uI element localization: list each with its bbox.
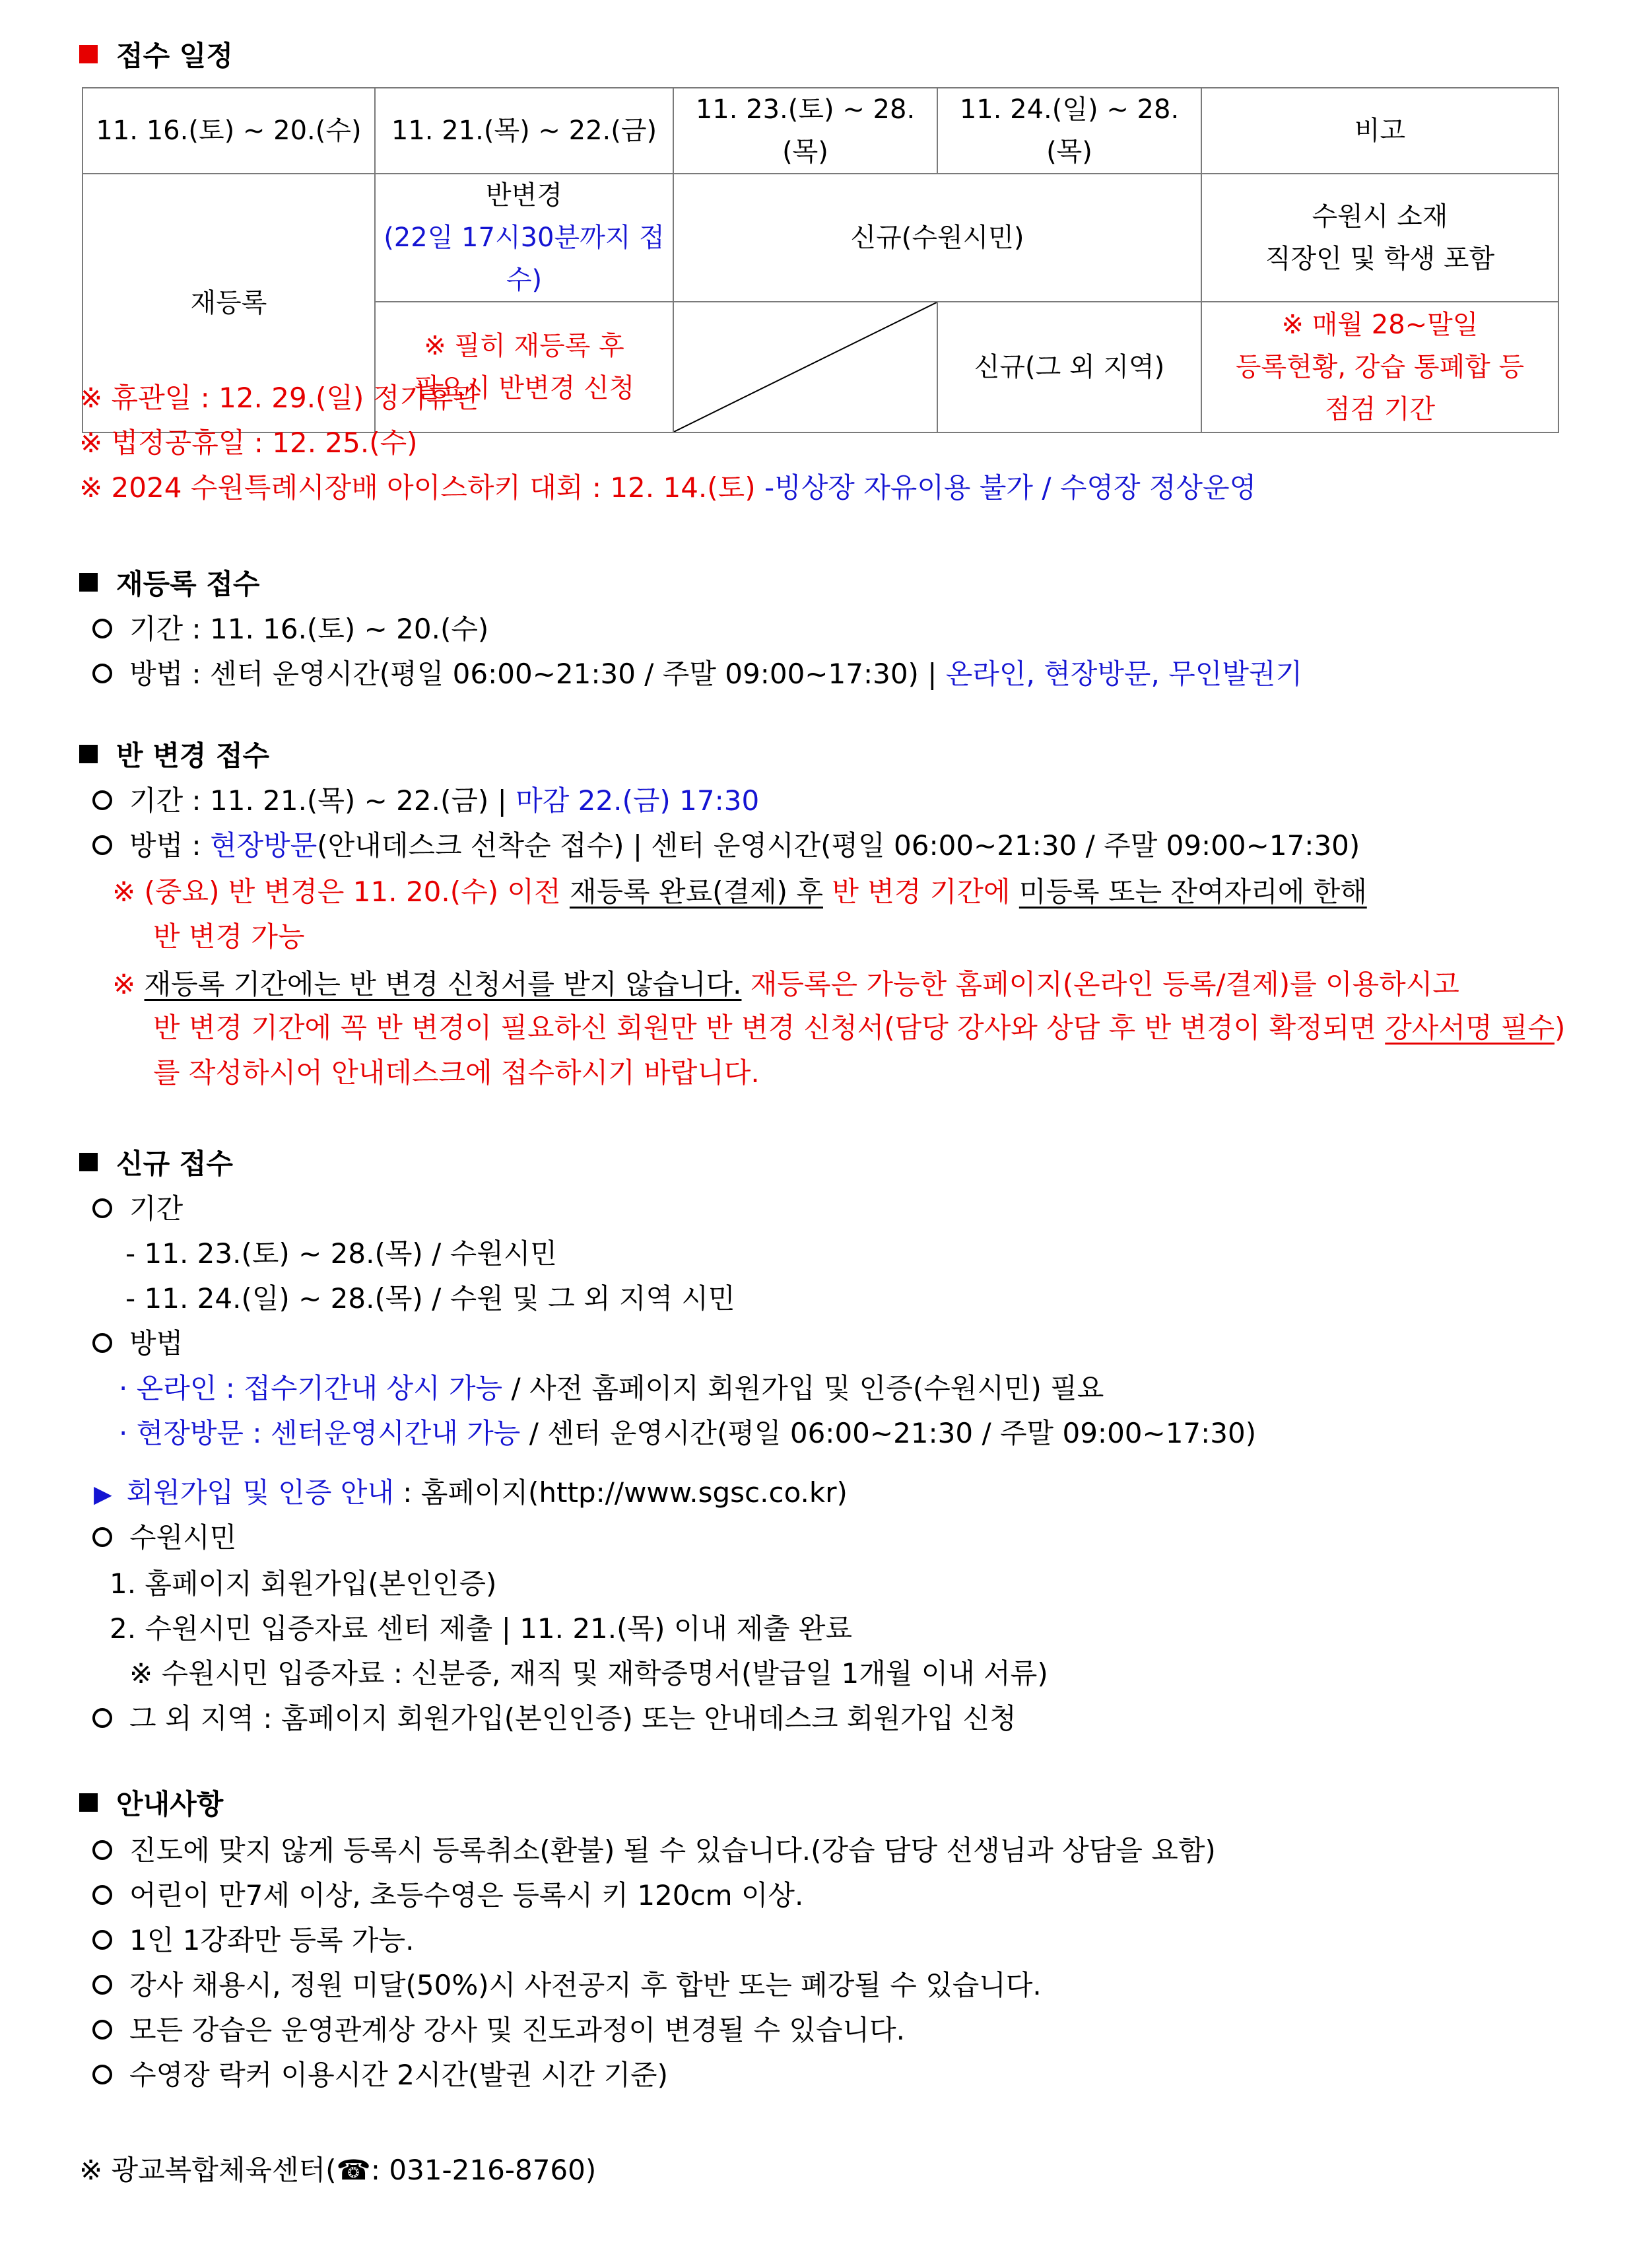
new-suwon-cell: 신규(수원시민) <box>673 174 1201 302</box>
change-deadline: 마감 22.(금) 17:30 <box>516 784 760 817</box>
newreg-period-1: - 11. 23.(토) ~ 28.(목) / 수원시민 <box>125 1237 557 1270</box>
remark-line-1: 수원시 소재 <box>1312 201 1448 232</box>
info-item-text: 모든 강습은 운영관계상 강사 및 진도과정이 변경될 수 있습니다. <box>129 2014 906 2046</box>
newreg-step-note-a: ※ 수원시민 입증자료 : <box>129 1657 412 1690</box>
change-note-1-cont: 반 변경 가능 <box>153 920 305 953</box>
circle-bullet-icon <box>92 619 112 638</box>
newreg-suwon-label <box>92 1516 236 1556</box>
newreg-heading <box>79 1142 233 1182</box>
newreg-join-blue: 회원가입 및 인증 안내 <box>126 1476 394 1509</box>
change-heading <box>79 734 269 774</box>
notice-holiday: ※ 법정공휴일 : 12. 25.(수) <box>79 427 418 459</box>
newreg-online-rest: / 사전 홈페이지 회원가입 및 인증(수원시민) 필요 <box>502 1372 1104 1404</box>
circle-bullet-icon <box>92 1840 112 1860</box>
newreg-step-1: 1. 홈페이지 회원가입(본인인증) <box>110 1567 497 1600</box>
remark-red-cell <box>1201 302 1558 432</box>
rereg-method <box>92 652 1302 692</box>
newreg-online-blue: · 온라인 : 접수기간내 상시 가능 <box>119 1372 503 1404</box>
notice-event-red: ※ 2024 수원특례시장배 아이스하키 대회 : 12. 14.(토) <box>79 471 764 504</box>
notice-event <box>79 466 1256 506</box>
change-note-1-underline-1: 재등록 완료(결제) 후 <box>569 876 823 908</box>
info-title: 안내사항 <box>116 1788 224 1820</box>
circle-bullet-icon <box>92 1333 112 1353</box>
change-note-1-b: 반 변경 기간에 <box>823 876 1019 908</box>
newreg-join-info <box>94 1471 848 1511</box>
newreg-visit-blue: · 현장방문 : 센터운영시간내 가능 <box>119 1417 521 1449</box>
circle-bullet-icon <box>92 1930 112 1950</box>
circle-bullet-icon <box>92 2065 112 2084</box>
black-square-icon <box>79 1153 98 1171</box>
change-title: 반 변경 접수 <box>116 739 270 772</box>
reregister-cell: 재등록 <box>83 174 375 432</box>
rereg-title: 재등록 접수 <box>116 568 260 600</box>
change-period-text: 기간 : 11. 21.(목) ~ 22.(금) | <box>129 784 516 817</box>
change-method-rest: (안내데스크 선착순 접수) | 센터 운영시간(평일 06:00~21:30 / 주말 09:00~17:30) <box>317 829 1360 862</box>
newreg-step-note-b: 신분증, 재직 및 재학증명서(발급일 1개월 이내 서류) <box>411 1657 1048 1690</box>
remark-red-1: ※ 매월 28~말일 <box>1281 310 1479 340</box>
newreg-visit-rest: / 센터 운영시간(평일 06:00~21:30 / 주말 09:00~17:30) <box>520 1417 1257 1449</box>
schedule-title: 접수 일정 <box>116 40 233 72</box>
schedule-heading <box>79 34 233 74</box>
circle-bullet-icon <box>92 1885 112 1905</box>
change-method-prefix: 방법 : <box>129 829 210 862</box>
circle-bullet-icon <box>92 1198 112 1218</box>
remark-red-3: 점검 기간 <box>1324 394 1436 425</box>
change-note-2-line2-underline: 강사서명 필수 <box>1385 1012 1555 1044</box>
circle-bullet-icon <box>92 2020 112 2040</box>
remark-red-2: 등록현황, 강습 통폐합 등 <box>1235 352 1525 382</box>
schedule-header-row <box>83 88 1558 174</box>
change-note-2-line3: 를 작성하시어 안내데스크에 접수하시기 바랍니다. <box>153 1056 760 1089</box>
newreg-period-label-text: 기간 <box>129 1192 184 1225</box>
remark-cell <box>1201 174 1558 302</box>
class-change-note-1: ※ 필히 재등록 후 <box>424 331 624 361</box>
schedule-header-4: 11. 24.(일) ~ 28.(목) <box>937 88 1201 174</box>
info-item-text: 1인 1강좌만 등록 가능. <box>129 1924 415 1956</box>
info-item <box>92 1829 1216 1869</box>
newreg-join-rest: : 홈페이지(http://www.sgsc.co.kr) <box>393 1476 848 1509</box>
change-method <box>92 824 1360 864</box>
notice-event-blue: -빙상장 자유이용 불가 / 수영장 정상운영 <box>764 471 1257 504</box>
info-item <box>92 1919 414 1958</box>
change-note-2-line2-b: ) <box>1554 1012 1566 1044</box>
circle-bullet-icon <box>92 1708 112 1728</box>
rereg-heading <box>79 563 259 602</box>
info-item-text: 강사 채용시, 정원 미달(50%)시 사전공지 후 합반 또는 폐강될 수 있습니다. <box>129 1969 1042 2001</box>
circle-bullet-icon <box>92 1527 112 1547</box>
change-note-2-underline: 재등록 기간에는 반 변경 신청서를 받지 않습니다. <box>144 968 742 1000</box>
change-note-2-line2-a: 반 변경 기간에 꼭 반 변경이 필요하신 회원만 반 변경 신청서(담당 강사와 상담 후 반 변경이 확정되면 <box>153 1012 1386 1044</box>
schedule-header-1: 11. 16.(토) ~ 20.(수) <box>83 88 375 174</box>
footer-prefix: ※ 광교복합체육센터( <box>79 2154 337 2186</box>
circle-bullet-icon <box>92 1975 112 1995</box>
newreg-method-label <box>92 1322 183 1361</box>
newreg-step-2: 2. 수원시민 입증자료 센터 제출 | 11. 21.(목) 이내 제출 완료 <box>110 1612 852 1645</box>
schedule-header-2: 11. 21.(목) ~ 22.(금) <box>375 88 673 174</box>
change-note-2-mark: ※ <box>112 968 145 1000</box>
change-note-1-a: ※ (중요) 반 변경은 11. 20.(수) 이전 <box>112 876 570 908</box>
newreg-online <box>119 1367 1104 1406</box>
newreg-suwon-label-text: 수원시민 <box>129 1521 237 1554</box>
black-square-icon <box>79 1793 98 1812</box>
new-other-cell: 신규(그 외 지역) <box>937 302 1201 432</box>
black-square-icon <box>79 573 98 592</box>
class-change-title: 반변경 <box>486 180 562 211</box>
change-note-1 <box>112 870 1367 910</box>
newreg-title: 신규 접수 <box>116 1148 233 1180</box>
info-item-text: 진도에 맞지 않게 등록시 등록취소(환불) 될 수 있습니다.(강습 담당 선생님과 상담을 요함) <box>129 1834 1216 1867</box>
newreg-period-label <box>92 1187 183 1227</box>
circle-bullet-icon <box>92 835 112 855</box>
circle-bullet-icon <box>92 664 112 683</box>
schedule-header-5: 비고 <box>1201 88 1558 174</box>
newreg-other-region <box>92 1697 1017 1736</box>
info-item-text: 수영장 락커 이용시간 2시간(발권 시간 기준) <box>129 2059 668 2091</box>
newreg-period-2: - 11. 24.(일) ~ 28.(목) / 수원 및 그 외 지역 시민 <box>125 1282 735 1315</box>
footer-contact <box>79 2148 596 2188</box>
black-square-icon <box>79 745 98 763</box>
info-item <box>92 2009 905 2048</box>
change-method-visit: 현장방문 <box>210 829 317 862</box>
change-note-1-underline-2: 미등록 또는 잔여자리에 한해 <box>1019 876 1367 908</box>
remark-line-2: 직장인 및 학생 포함 <box>1265 244 1495 274</box>
change-period <box>92 779 759 819</box>
change-note-2 <box>112 963 1459 1002</box>
info-item <box>92 1964 1042 2003</box>
rereg-method-text: 방법 : 센터 운영시간(평일 06:00~21:30 / 주말 09:00~17:30) | <box>129 658 946 690</box>
notice-closed: ※ 휴관일 : 12. 29.(일) 정기휴관 <box>79 382 481 414</box>
change-note-2-red: 재등록은 가능한 홈페이지(온라인 등록/결제)를 이용하시고 <box>741 968 1459 1000</box>
newreg-method-label-text: 방법 <box>129 1327 184 1359</box>
phone-icon: ☎ <box>336 2154 371 2186</box>
change-note-2-line2 <box>153 1006 1565 1046</box>
class-change-note-2: 필요시 반변경 신청 <box>413 373 635 403</box>
class-change-deadline: (22일 17시30분까지 접수) <box>384 223 665 295</box>
circle-bullet-icon <box>92 790 112 810</box>
schedule-header-3: 11. 23.(토) ~ 28.(목) <box>673 88 937 174</box>
empty-diagonal-cell <box>673 302 937 432</box>
newreg-other-region-text: 그 외 지역 : 홈페이지 회원가입(본인인증) 또는 안내데스크 회원가입 신청 <box>129 1702 1017 1735</box>
info-item <box>92 1874 803 1913</box>
rereg-period <box>92 607 488 647</box>
rereg-period-text: 기간 : 11. 16.(토) ~ 20.(수) <box>129 613 489 645</box>
diagonal-line <box>674 302 937 432</box>
triangle-arrow-icon: ▶ <box>94 1481 112 1508</box>
info-item-text: 어린이 만7세 이상, 초등수영은 등록시 키 120cm 이상. <box>129 1879 804 1911</box>
newreg-visit <box>119 1412 1256 1451</box>
newreg-step-note <box>129 1652 1048 1692</box>
footer-phone: : 031-216-8760) <box>370 2154 597 2186</box>
info-item <box>92 2053 668 2093</box>
info-heading <box>79 1783 223 1822</box>
red-square-icon <box>79 45 98 63</box>
rereg-method-channels: 온라인, 현장방문, 무인발권기 <box>945 658 1303 690</box>
schedule-row-1 <box>83 174 1558 302</box>
class-change-cell <box>375 174 673 302</box>
